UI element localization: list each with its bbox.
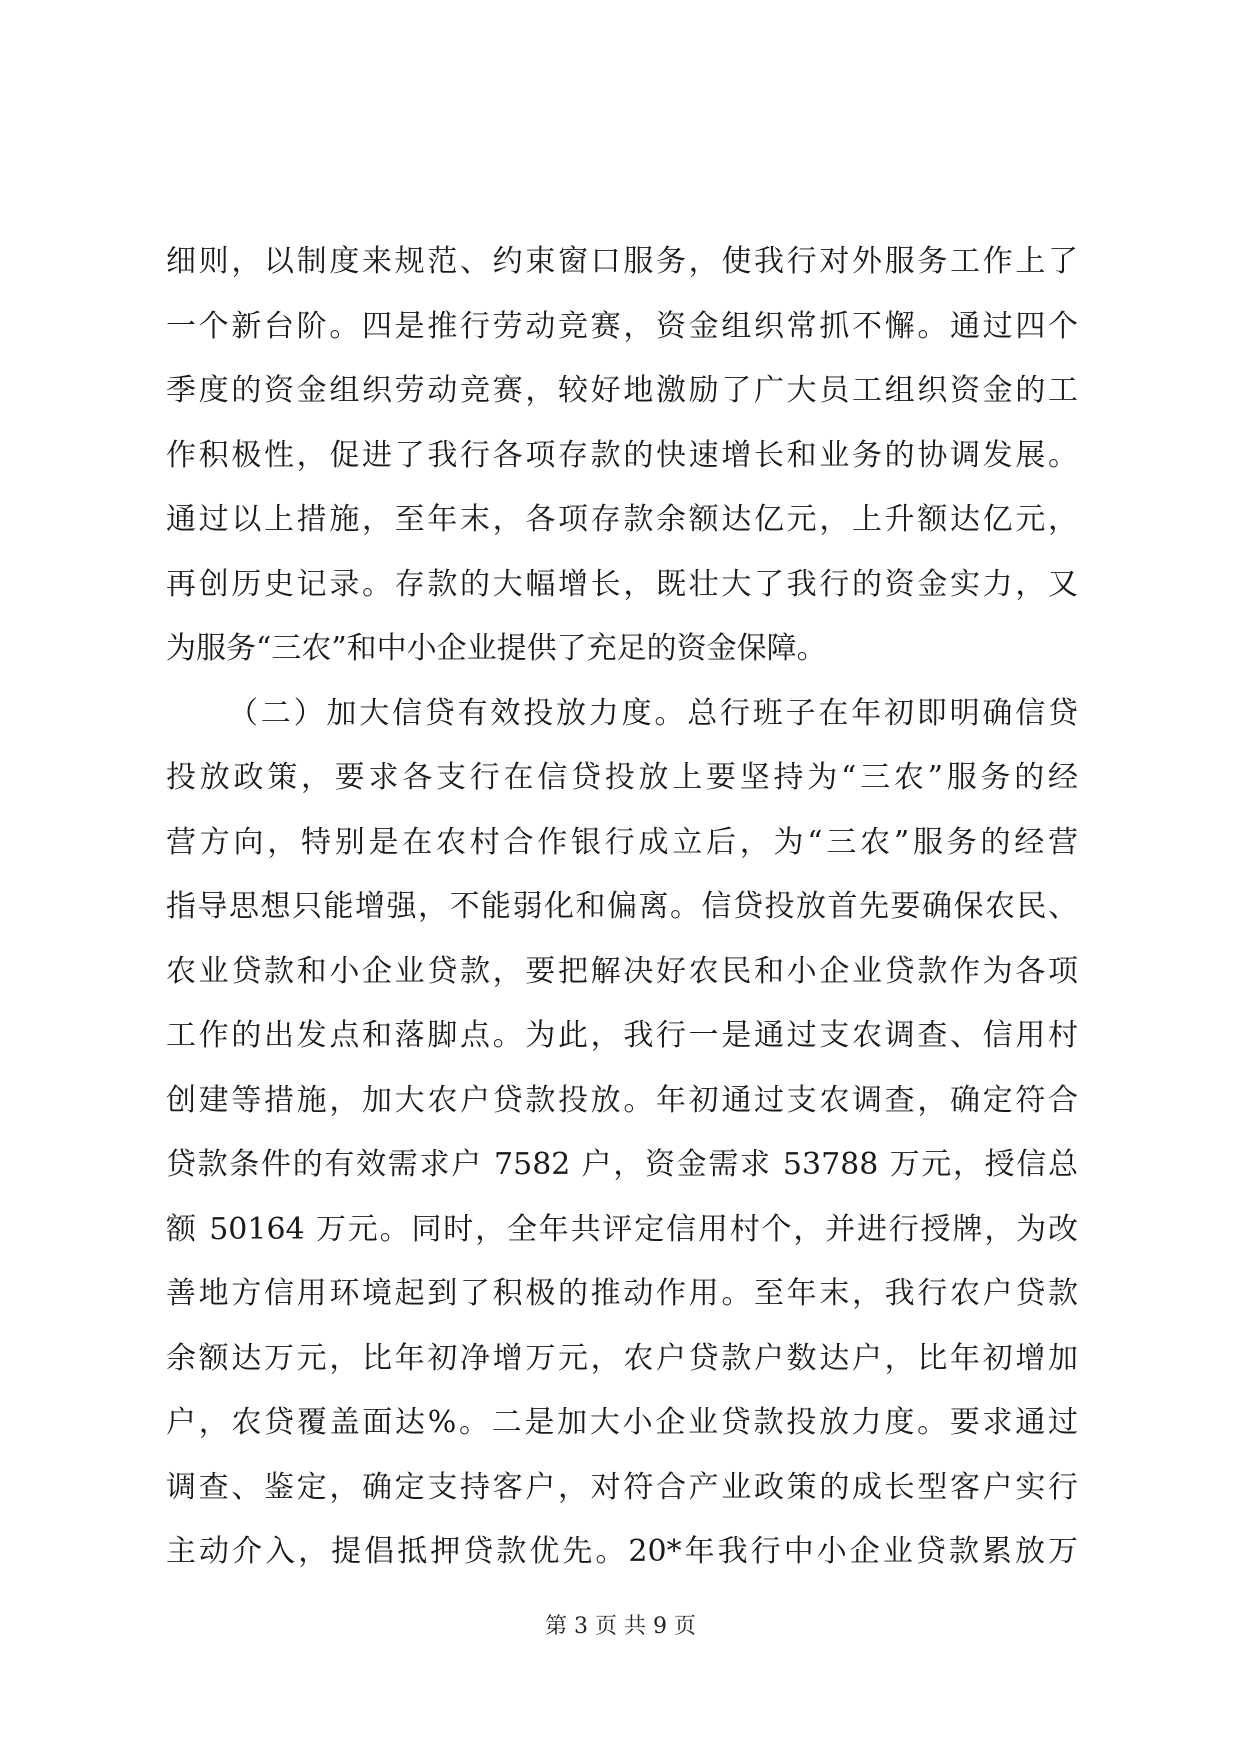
- text-line: 细则，以制度来规范、约束窗口服务，使我行对外服务工作上了: [166, 244, 1078, 279]
- page-footer: 第 3 页 共 9 页: [545, 1614, 696, 1639]
- text-line: 一个新台阶。四是推行劳动竞赛，资金组织常抓不懈。通过四个: [166, 308, 1078, 344]
- text-line: 善地方信用环境起到了积极的推动作用。至年末，我行农户贷款: [166, 1276, 1078, 1311]
- text-line: 营方向，特别是在农村合作银行成立后，为“三农”服务的经营: [166, 824, 1078, 860]
- text-line: 为服务“三农”和中小企业提供了充足的资金保障。: [166, 631, 827, 666]
- text-line: 户，农贷覆盖面达%。二是加大小企业贷款投放力度。要求通过: [166, 1405, 1078, 1440]
- text-line: 通过以上措施，至年末，各项存款余额达亿元，上升额达亿元，: [166, 502, 1078, 537]
- text-line: 季度的资金组织劳动竞赛，较好地激励了广大员工组织资金的工: [166, 373, 1078, 408]
- text-line: 工作的出发点和落脚点。为此，我行一是通过支农调查、信用村: [166, 1018, 1078, 1053]
- text-line: 调查、鉴定，确定支持客户，对符合产业政策的成长型客户实行: [166, 1469, 1078, 1505]
- text-line: 主动介入，提倡抵押贷款优先。20*年我行中小企业贷款累放万: [166, 1534, 1078, 1569]
- text-line: 投放政策，要求各支行在信贷投放上要坚持为“三农”服务的经: [166, 760, 1078, 795]
- text-line: 余额达万元，比年初净增万元，农户贷款户数达户，比年初增加: [166, 1340, 1078, 1376]
- body-text: [166, 230, 1078, 1585]
- text-line: 指导思想只能增强，不能弱化和偏离。信贷投放首先要确保农民、: [166, 889, 1078, 924]
- text-line: 农业贷款和小企业贷款，要把解决好农民和小企业贷款作为各项: [166, 953, 1078, 989]
- text-line: 创建等措施，加大农户贷款投放。年初通过支农调查，确定符合: [166, 1082, 1078, 1118]
- text-line: 再创历史记录。存款的大幅增长，既壮大了我行的资金实力，又: [166, 566, 1078, 602]
- section-heading-line: （二）加大信贷有效投放力度。总行班子在年初即明确信贷: [228, 695, 1078, 731]
- text-line: 贷款条件的有效需求户 7582 户，资金需求 53788 万元，授信总: [166, 1147, 1078, 1182]
- text-line: 作积极性，促进了我行各项存款的快速增长和业务的协调发展。: [166, 437, 1078, 473]
- text-line: 额 50164 万元。同时，全年共评定信用村个，并进行授牌，为改: [166, 1211, 1078, 1247]
